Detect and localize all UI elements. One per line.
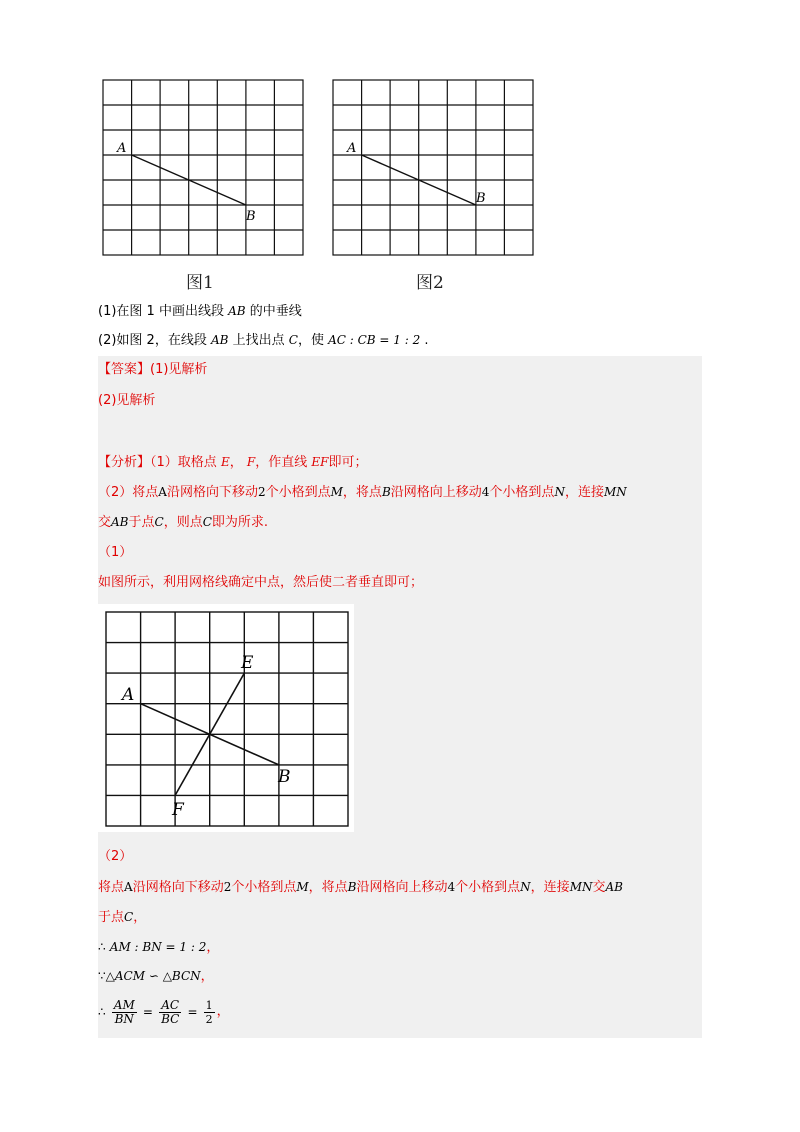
analysis-line-2: （2）将点A沿网格向下移动2个小格到点M，将点B沿网格向上移动4个小格到点N，连接MN bbox=[98, 485, 627, 500]
question-2: (2)如图 2，在线段 AB 上找出点 C，使 AC : CB = 1 : 2 . bbox=[98, 333, 429, 348]
analysis-line-1: 【分析】（1）取格点 E， F，作直线 EF即可； bbox=[98, 455, 368, 470]
point-b-label: B bbox=[476, 191, 486, 206]
fraction-ac-bc: $\frac{AC}{BC}$ bbox=[161, 997, 180, 1026]
step-3: ∴ $\frac{AM}{BN}$ = $\frac{AC}{BC}$ = $\frac{1}{2}$ ， bbox=[98, 997, 230, 1026]
point-b-label: B bbox=[246, 209, 256, 224]
point-a-label: A bbox=[347, 141, 357, 156]
answer-line-2: (2)见解析 bbox=[98, 393, 156, 408]
figure-1-grid bbox=[95, 72, 310, 267]
figure-2-caption: 图2 bbox=[416, 273, 444, 293]
solution-figure-grid bbox=[98, 604, 354, 832]
part-1-text: 如图所示，利用网格线确定中点，然后使二者垂直即可； bbox=[98, 575, 424, 590]
point-e-label: E bbox=[241, 653, 254, 673]
answer-line-1: 【答案】(1)见解析 bbox=[98, 362, 208, 377]
figure-2-grid bbox=[325, 72, 540, 267]
fraction-am-bn: $\frac{AM}{BN}$ bbox=[113, 997, 135, 1026]
point-f-label: F bbox=[172, 800, 184, 820]
part-2-line-2: 于点C， bbox=[98, 910, 147, 925]
point-a-label: A bbox=[117, 141, 127, 156]
part-2-line-1: 将点A沿网格向下移动2个小格到点M，将点B沿网格向上移动4个小格到点N，连接MN交AB bbox=[98, 880, 623, 895]
analysis-line-3: 交AB于点C，则点C即为所求. bbox=[98, 515, 269, 530]
part-1-heading: （1） bbox=[98, 545, 133, 560]
point-a-label: A bbox=[122, 685, 135, 705]
step-1: ∴ AM : BN = 1 : 2， bbox=[98, 940, 220, 955]
part-2-heading: （2） bbox=[98, 849, 133, 864]
figure-1-caption: 图1 bbox=[186, 273, 214, 293]
fraction-1-2: $\frac{1}{2}$ bbox=[205, 998, 213, 1026]
step-2: ∵△ACM ∽ △BCN， bbox=[98, 969, 214, 984]
point-b-label: B bbox=[278, 767, 291, 787]
question-1: (1)在图 1 中画出线段 AB 的中垂线 bbox=[98, 304, 302, 319]
